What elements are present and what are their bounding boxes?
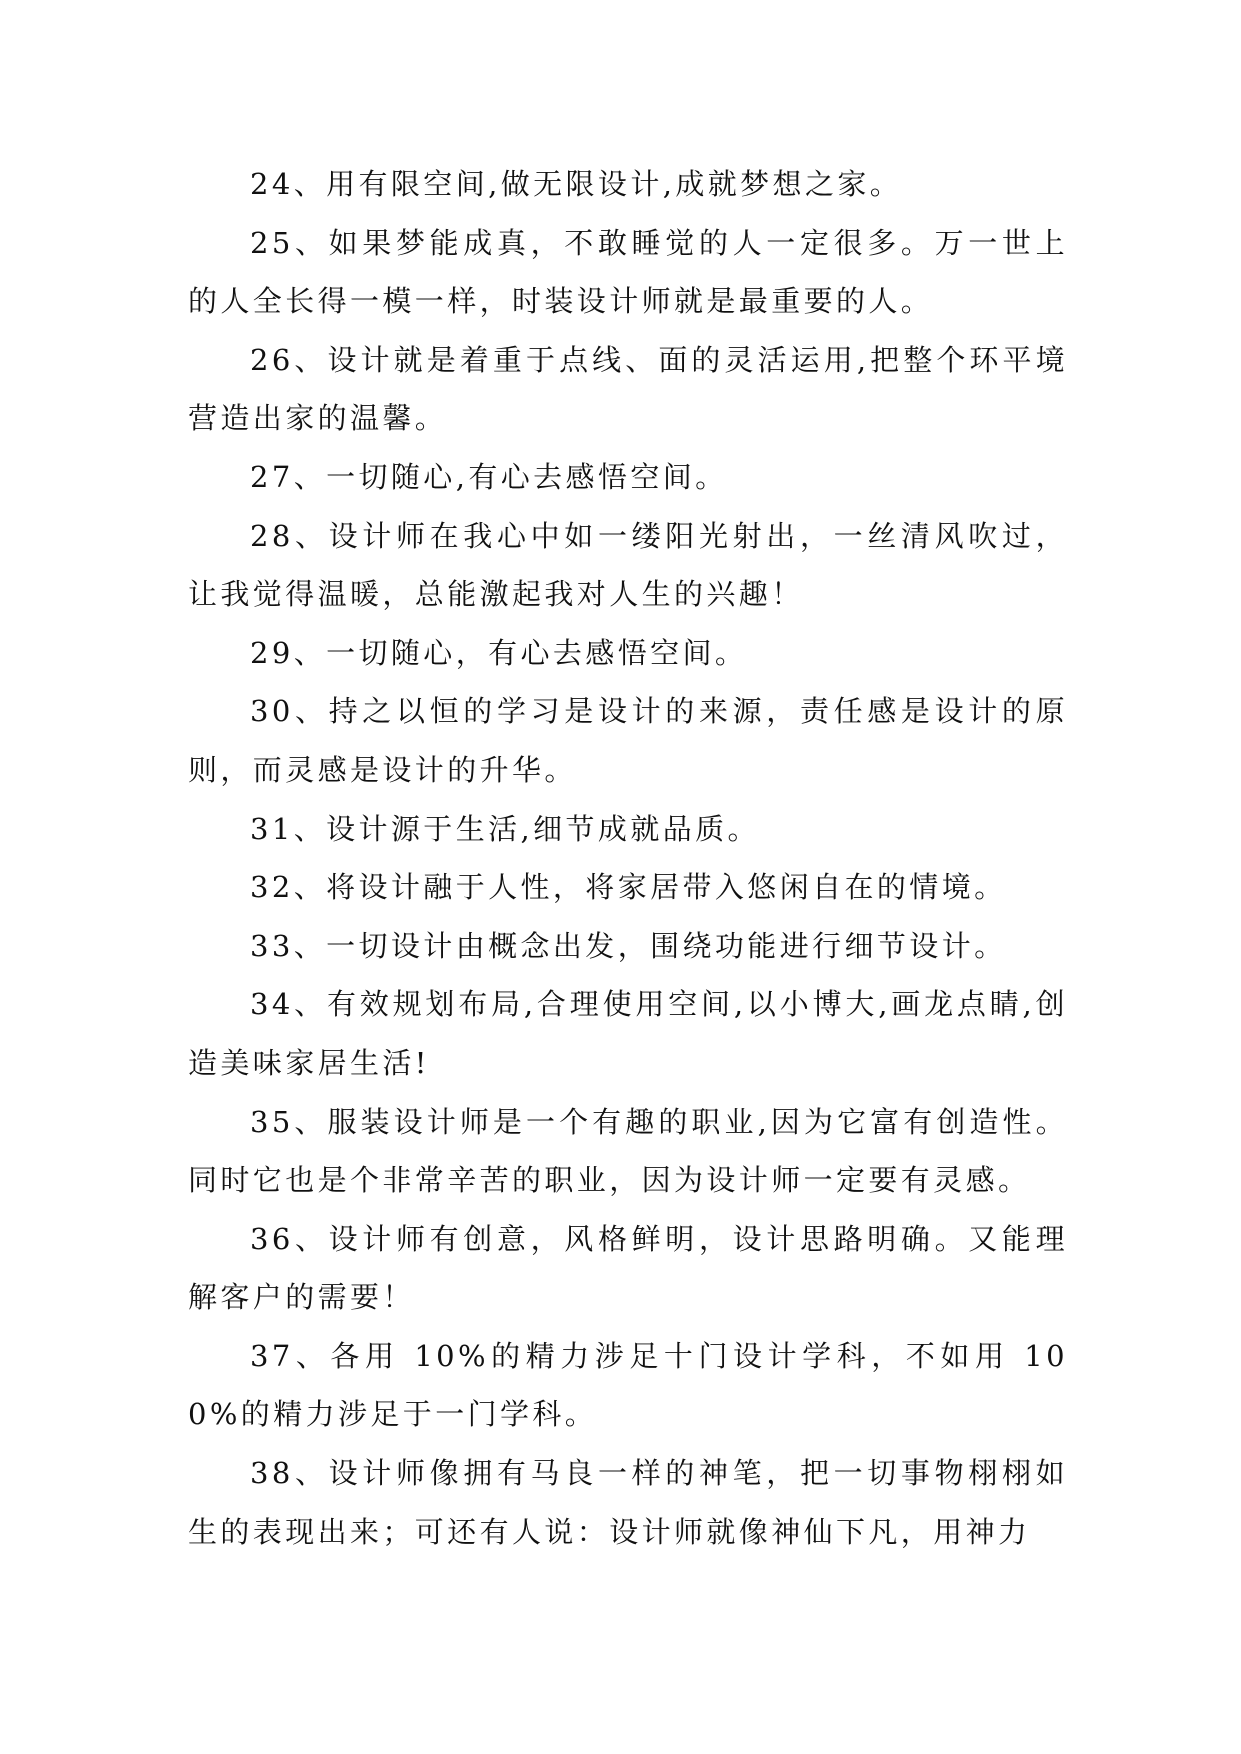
- paragraph-31: 31、设计源于生活,细节成就品质。: [250, 811, 760, 846]
- paragraph-36: 36、设计师有创意，风格鲜明，设计思路明确。又能理解客户的需要！: [188, 1221, 1068, 1315]
- paragraph-25: 25、如果梦能成真，不敢睡觉的人一定很多。万一世上的人全长得一模一样，时装设计师就是最重要的人。: [188, 225, 1068, 319]
- paragraph-24: 24、用有限空间,做无限设计,成就梦想之家。: [250, 167, 903, 201]
- paragraph-32: 32、将设计融于人性，将家居带入悠闲自在的情境。: [250, 870, 1007, 905]
- paragraph-30: 30、持之以恒的学习是设计的来源，责任感是设计的原则，而灵感是设计的升华。: [188, 694, 1068, 787]
- paragraph-27: 27、一切随心,有心去感悟空间。: [250, 459, 728, 494]
- paragraph-37: 37、各用 10%的精力涉足十门设计学科，不如用 100%的精力涉足于一门学科。: [188, 1338, 1068, 1432]
- paragraph-28: 28、设计师在我心中如一缕阳光射出，一丝清风吹过，让我觉得温暖，总能激起我对人生的兴趣！: [188, 518, 1068, 612]
- paragraph-34: 34、有效规划布局,合理使用空间,以小博大,画龙点睛,创造美味家居生活!: [188, 987, 1068, 1080]
- paragraph-26: 26、设计就是着重于点线、面的灵活运用,把整个环平境营造出家的温馨。: [188, 342, 1068, 436]
- paragraph-29: 29、一切随心，有心去感悟空间。: [250, 635, 748, 670]
- paragraph-38: 38、设计师像拥有马良一样的神笔，把一切事物栩栩如生的表现出来；可还有人说：设计师就像神仙下凡，用神力: [188, 1456, 1068, 1549]
- document-body: [188, 155, 1068, 1561]
- paragraph-35: 35、服装设计师是一个有趣的职业,因为它富有创造性。同时它也是个非常辛苦的职业，因为设计师一定要有灵感。: [188, 1104, 1068, 1198]
- paragraph-33: 33、一切设计由概念出发，围绕功能进行细节设计。: [250, 928, 1007, 963]
